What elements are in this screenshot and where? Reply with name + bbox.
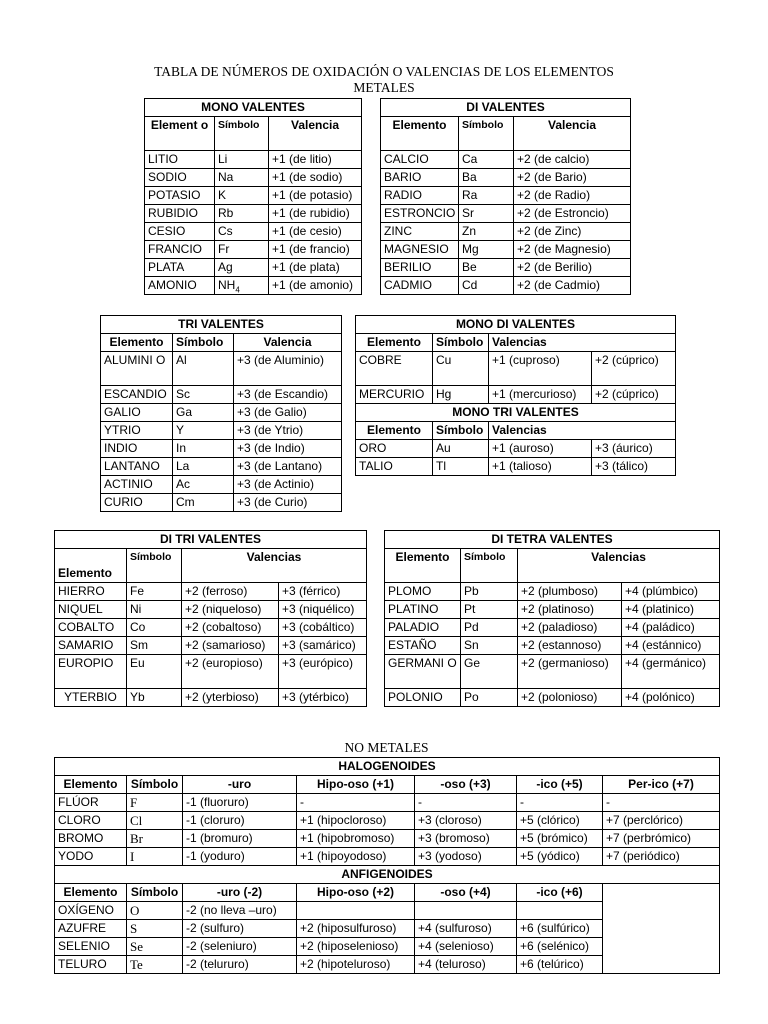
element-symbol: Mg xyxy=(459,241,514,259)
element-name: INDIO xyxy=(101,440,173,458)
element-valence: +4 (polónico) xyxy=(622,689,720,707)
table-row xyxy=(101,422,342,440)
element-valence: +2 (samarioso) xyxy=(182,637,279,655)
element-valence: +1 (de cesio) xyxy=(269,223,362,241)
element-symbol: Eu xyxy=(127,655,182,689)
col-header-oso: -oso (+4) xyxy=(415,884,517,902)
col-header-valencias: Valencias xyxy=(489,422,676,440)
valence-cell: +5 (brómico) xyxy=(517,830,603,848)
element-valence: +3 (áurico) xyxy=(592,440,676,458)
element-name: RUBIDIO xyxy=(145,205,215,223)
col-header-simbolo: Símbolo xyxy=(215,117,269,151)
element-valence: +3 (niquélico) xyxy=(279,601,367,619)
table-row xyxy=(101,352,342,386)
col-header-elemento: Elemento xyxy=(385,549,461,583)
element-name: SAMARIO xyxy=(55,637,127,655)
element-valence: +1 (de amonio) xyxy=(269,277,362,295)
element-symbol: Sm xyxy=(127,637,182,655)
valence-cell: - xyxy=(517,794,603,812)
element-name: BERILIO xyxy=(381,259,459,277)
element-symbol: Li xyxy=(215,151,269,169)
element-symbol: Ni xyxy=(127,601,182,619)
valence-cell: +6 (selénico) xyxy=(517,938,603,956)
element-symbol: I xyxy=(127,848,183,866)
table-row xyxy=(101,476,342,494)
valence-cell: +2 (hiposelenioso) xyxy=(297,938,415,956)
element-symbol: Fe xyxy=(127,583,182,601)
valence-cell: +2 (hiposulfuroso) xyxy=(297,920,415,938)
element-name: POLONIO xyxy=(385,689,461,707)
element-name: POTASIO xyxy=(145,187,215,205)
di-tetra-valentes-title: DI TETRA VALENTES xyxy=(385,531,720,549)
col-header-per-ico: Per-ico (+7) xyxy=(603,776,720,794)
col-header-valencias: Valencias xyxy=(489,334,676,352)
table-row xyxy=(356,440,676,458)
element-symbol: Cl xyxy=(127,812,183,830)
element-valence: +3 (de Actinio) xyxy=(234,476,342,494)
valence-cell: +3 (yodoso) xyxy=(415,848,517,866)
element-valence: +2 (platinoso) xyxy=(518,601,622,619)
col-header-elemento: Elemento xyxy=(356,334,433,352)
col-header-hipo-oso: Hipo-oso (+2) xyxy=(297,884,415,902)
element-symbol: Sn xyxy=(461,637,518,655)
element-name: AMONIO xyxy=(145,277,215,295)
element-name: TALIO xyxy=(356,458,433,476)
table-row xyxy=(356,386,676,404)
element-symbol: Sr xyxy=(459,205,514,223)
valence-cell: +6 (telúrico) xyxy=(517,956,603,974)
element-name: TELURO xyxy=(55,956,127,974)
spacer xyxy=(367,531,385,707)
element-symbol: Ga xyxy=(173,404,234,422)
element-symbol: Cm xyxy=(173,494,234,512)
element-symbol: Br xyxy=(127,830,183,848)
element-valence: +2 (paladioso) xyxy=(518,619,622,637)
col-header-valencia: Valencia xyxy=(269,117,362,151)
element-symbol: Po xyxy=(461,689,518,707)
valence-cell: - xyxy=(297,794,415,812)
table-row xyxy=(55,830,720,848)
element-symbol: Cs xyxy=(215,223,269,241)
table-row xyxy=(145,259,631,277)
element-name: ESTAÑO xyxy=(385,637,461,655)
col-header-valencia: Valencia xyxy=(514,117,631,151)
element-symbol: Se xyxy=(127,938,183,956)
table-row xyxy=(101,494,342,512)
empty-cell xyxy=(603,884,720,974)
table-row xyxy=(145,277,631,295)
element-symbol: Tl xyxy=(433,458,489,476)
element-symbol: Co xyxy=(127,619,182,637)
element-name: COBRE xyxy=(356,352,433,386)
title-line-2: METALES xyxy=(353,80,415,95)
valence-cell: -1 (yoduro) xyxy=(183,848,297,866)
col-header-simbolo: Símbolo xyxy=(173,334,234,352)
table-row xyxy=(55,601,720,619)
table-row xyxy=(55,812,720,830)
element-valence: +4 (estánnico) xyxy=(622,637,720,655)
valence-cell: -2 (seleniuro) xyxy=(183,938,297,956)
col-header-hipo-oso: Hipo-oso (+1) xyxy=(297,776,415,794)
table-row xyxy=(55,619,720,637)
element-valence: +2 (de Cadmio) xyxy=(514,277,631,295)
halogenoides-title: HALOGENOIDES xyxy=(55,758,720,776)
col-header-ico: -ico (+5) xyxy=(517,776,603,794)
spacer xyxy=(362,99,381,295)
table-row xyxy=(55,637,720,655)
element-symbol: Zn xyxy=(459,223,514,241)
table-row xyxy=(55,689,720,707)
table-row xyxy=(55,655,720,689)
col-header-simbolo: Símbolo xyxy=(127,776,183,794)
element-symbol xyxy=(215,277,269,295)
col-header-elemento: Elemento xyxy=(55,549,127,583)
element-symbol: Al xyxy=(173,352,234,386)
col-header-elemento: Elemento xyxy=(381,117,459,151)
element-valence: +3 (ytérbico) xyxy=(279,689,367,707)
element-symbol: Ge xyxy=(461,655,518,689)
element-valence: +1 (de litio) xyxy=(269,151,362,169)
page-title xyxy=(100,64,668,96)
element-valence: +2 (de calcio) xyxy=(514,151,631,169)
element-symbol: Rb xyxy=(215,205,269,223)
mono-di-valentes-title: MONO DI VALENTES xyxy=(356,316,676,334)
valence-cell: - xyxy=(603,794,720,812)
element-valence: +1 (cuproso) xyxy=(489,352,592,386)
col-header-oso: -oso (+3) xyxy=(415,776,517,794)
col-header-elemento: Elemento xyxy=(356,422,433,440)
element-name: LANTANO xyxy=(101,458,173,476)
element-valence: +2 (yterbioso) xyxy=(182,689,279,707)
tri-valentes-title: TRI VALENTES xyxy=(101,316,342,334)
element-valence: +1 (de sodio) xyxy=(269,169,362,187)
element-symbol: Pd xyxy=(461,619,518,637)
element-symbol: In xyxy=(173,440,234,458)
col-header-elemento: Elemento xyxy=(55,884,127,902)
element-name: COBALTO xyxy=(55,619,127,637)
no-metales-table xyxy=(54,757,720,974)
element-valence: +3 (de Indio) xyxy=(234,440,342,458)
mono-valentes-title: MONO VALENTES xyxy=(145,99,362,117)
element-valence: +1 (mercurioso) xyxy=(489,386,592,404)
element-symbol: Na xyxy=(215,169,269,187)
element-symbol: Te xyxy=(127,956,183,974)
element-symbol: Pb xyxy=(461,583,518,601)
valence-cell: +6 (sulfúrico) xyxy=(517,920,603,938)
element-valence: +3 (tálico) xyxy=(592,458,676,476)
element-valence: +3 (de Aluminio) xyxy=(234,352,342,386)
table-row xyxy=(101,458,342,476)
valence-cell: +1 (hipoyodoso) xyxy=(297,848,415,866)
valence-cell: -2 (sulfuro) xyxy=(183,920,297,938)
valence-cell: +7 (perclórico) xyxy=(603,812,720,830)
table-row xyxy=(145,205,631,223)
element-name: ZINC xyxy=(381,223,459,241)
element-name: CALCIO xyxy=(381,151,459,169)
element-name: BARIO xyxy=(381,169,459,187)
element-name: EUROPIO xyxy=(55,655,127,689)
di-valentes-title: DI VALENTES xyxy=(381,99,631,117)
element-symbol: Ra xyxy=(459,187,514,205)
element-valence: +2 (polonioso) xyxy=(518,689,622,707)
di-tri-tetra-valentes-table xyxy=(54,530,720,707)
anfigenoides-title: ANFIGENOIDES xyxy=(55,866,720,884)
symbol-main: NH xyxy=(218,278,236,292)
valence-cell: +4 (teluroso) xyxy=(415,956,517,974)
element-valence: +2 (de Magnesio) xyxy=(514,241,631,259)
element-symbol: Ba xyxy=(459,169,514,187)
element-valence: +1 (de rubidio) xyxy=(269,205,362,223)
element-symbol: Yb xyxy=(127,689,182,707)
element-valence: +1 (de potasio) xyxy=(269,187,362,205)
col-header-simbolo: Símbolo xyxy=(127,884,183,902)
element-valence: +2 (niqueloso) xyxy=(182,601,279,619)
table-row xyxy=(145,151,631,169)
table-row xyxy=(356,352,676,386)
element-valence: +3 (de Ytrio) xyxy=(234,422,342,440)
di-tri-valentes-title: DI TRI VALENTES xyxy=(55,531,367,549)
valence-cell: -2 (no lleva –uro) xyxy=(183,902,297,920)
col-header-valencia: Valencia xyxy=(234,334,342,352)
col-header-uro: -uro (-2) xyxy=(183,884,297,902)
col-header-simbolo: Símbolo xyxy=(459,117,514,151)
element-symbol: Hg xyxy=(433,386,489,404)
table-row xyxy=(55,794,720,812)
valence-cell: +3 (bromoso) xyxy=(415,830,517,848)
element-valence: +2 (cobaltoso) xyxy=(182,619,279,637)
element-symbol: Cd xyxy=(459,277,514,295)
element-valence: +1 (de francio) xyxy=(269,241,362,259)
element-name: HIERRO xyxy=(55,583,127,601)
col-header-elemento: Elemento xyxy=(101,334,173,352)
element-symbol: Ca xyxy=(459,151,514,169)
element-name: SODIO xyxy=(145,169,215,187)
element-valence: +2 (plumboso) xyxy=(518,583,622,601)
title-line-1: TABLA DE NÚMEROS DE OXIDACIÓN O VALENCIAS DE LOS ELEMENTOS xyxy=(154,64,614,79)
element-symbol: Be xyxy=(459,259,514,277)
element-name: OXÍGENO xyxy=(55,902,127,920)
element-name: ACTINIO xyxy=(101,476,173,494)
element-name: PLATINO xyxy=(385,601,461,619)
valence-cell xyxy=(297,902,415,920)
element-valence: +3 (samárico) xyxy=(279,637,367,655)
valence-cell: +5 (yódico) xyxy=(517,848,603,866)
col-header-uro: -uro xyxy=(183,776,297,794)
valence-cell xyxy=(517,902,603,920)
table-row xyxy=(145,223,631,241)
table-row xyxy=(101,440,342,458)
valence-cell: +7 (periódico) xyxy=(603,848,720,866)
element-name: GERMANI O xyxy=(385,655,461,689)
element-valence: +3 (de Escandio) xyxy=(234,386,342,404)
element-symbol: K xyxy=(215,187,269,205)
element-valence: +2 (de Berilio) xyxy=(514,259,631,277)
table-row xyxy=(145,187,631,205)
table-row xyxy=(101,386,342,404)
element-valence: +2 (de Radio) xyxy=(514,187,631,205)
element-name: FLÚOR xyxy=(55,794,127,812)
valence-cell: +1 (hipobromoso) xyxy=(297,830,415,848)
col-header-simbolo: Símbolo xyxy=(127,549,182,583)
element-valence: +3 (de Lantano) xyxy=(234,458,342,476)
col-header-simbolo: Símbolo xyxy=(433,334,489,352)
element-symbol: F xyxy=(127,794,183,812)
col-header-elemento: Element o xyxy=(145,117,215,151)
element-name: RADIO xyxy=(381,187,459,205)
element-name: NIQUEL xyxy=(55,601,127,619)
element-name: YTRIO xyxy=(101,422,173,440)
element-valence: +2 (cúprico) xyxy=(592,386,676,404)
table-row xyxy=(55,848,720,866)
valence-cell: +1 (hipocloroso) xyxy=(297,812,415,830)
element-symbol: O xyxy=(127,902,183,920)
col-header-elemento: Elemento xyxy=(55,776,127,794)
valence-cell: -1 (fluoruro) xyxy=(183,794,297,812)
col-header-ico: -ico (+6) xyxy=(517,884,603,902)
element-valence: +3 (cobáltico) xyxy=(279,619,367,637)
mono-di-valentes-table xyxy=(144,98,631,295)
element-valence: +2 (de Estroncio) xyxy=(514,205,631,223)
element-name: PALADIO xyxy=(385,619,461,637)
element-valence: +3 (európico) xyxy=(279,655,367,689)
element-name: ESCANDIO xyxy=(101,386,173,404)
element-name: GALIO xyxy=(101,404,173,422)
table-row xyxy=(145,169,631,187)
element-valence: +4 (paládico) xyxy=(622,619,720,637)
symbol-subscript: 4 xyxy=(235,285,240,295)
element-name: MAGNESIO xyxy=(381,241,459,259)
element-valence: +3 (férrico) xyxy=(279,583,367,601)
element-symbol: Au xyxy=(433,440,489,458)
mono-tri-valentes-title: MONO TRI VALENTES xyxy=(356,404,676,422)
element-symbol: Fr xyxy=(215,241,269,259)
element-name: SELENIO xyxy=(55,938,127,956)
valence-cell: -2 (telururo) xyxy=(183,956,297,974)
element-name: LITIO xyxy=(145,151,215,169)
mono-di-tri-valentes-table xyxy=(355,315,676,476)
element-name: MERCURIO xyxy=(356,386,433,404)
valence-cell: +4 (selenioso) xyxy=(415,938,517,956)
element-symbol: Cu xyxy=(433,352,489,386)
col-header-simbolo: Símbolo xyxy=(433,422,489,440)
element-symbol: La xyxy=(173,458,234,476)
element-valence: +2 (estannoso) xyxy=(518,637,622,655)
element-valence: +1 (de plata) xyxy=(269,259,362,277)
element-name: ALUMINI O xyxy=(101,352,173,386)
table-row xyxy=(101,404,342,422)
valence-cell: -1 (cloruro) xyxy=(183,812,297,830)
element-name: BROMO xyxy=(55,830,127,848)
element-valence: +2 (de Bario) xyxy=(514,169,631,187)
table-row xyxy=(145,241,631,259)
element-name: CESIO xyxy=(145,223,215,241)
element-name: CURIO xyxy=(101,494,173,512)
element-symbol: Y xyxy=(173,422,234,440)
element-valence: +2 (europioso) xyxy=(182,655,279,689)
valence-cell xyxy=(415,902,517,920)
element-symbol: Ac xyxy=(173,476,234,494)
no-metales-heading: NO METALES xyxy=(344,740,429,755)
element-valence: +2 (germanioso) xyxy=(518,655,622,689)
table-row xyxy=(356,458,676,476)
element-name: FRANCIO xyxy=(145,241,215,259)
element-valence: +2 (de Zinc) xyxy=(514,223,631,241)
element-symbol: S xyxy=(127,920,183,938)
element-valence: +1 (auroso) xyxy=(489,440,592,458)
valence-cell: +7 (perbrómico) xyxy=(603,830,720,848)
element-name: PLATA xyxy=(145,259,215,277)
element-name: YTERBIO xyxy=(55,689,127,707)
valence-cell: +2 (hipoteluroso) xyxy=(297,956,415,974)
col-header-simbolo: Símbolo xyxy=(461,549,518,583)
tri-valentes-table xyxy=(100,315,342,512)
element-name: AZUFRE xyxy=(55,920,127,938)
col-header-valencias: Valencias xyxy=(182,549,367,583)
element-valence: +2 (cúprico) xyxy=(592,352,676,386)
valence-cell: -1 (bromuro) xyxy=(183,830,297,848)
element-valence: +4 (germánico) xyxy=(622,655,720,689)
element-valence: +1 (talioso) xyxy=(489,458,592,476)
element-name: ORO xyxy=(356,440,433,458)
element-valence: +2 (ferroso) xyxy=(182,583,279,601)
element-name: CLORO xyxy=(55,812,127,830)
element-valence: +3 (de Curio) xyxy=(234,494,342,512)
element-valence: +4 (plúmbico) xyxy=(622,583,720,601)
element-symbol: Sc xyxy=(173,386,234,404)
element-name: CADMIO xyxy=(381,277,459,295)
element-name: PLOMO xyxy=(385,583,461,601)
valence-cell: - xyxy=(415,794,517,812)
valence-cell: +4 (sulfuroso) xyxy=(415,920,517,938)
element-valence: +4 (platinico) xyxy=(622,601,720,619)
table-row xyxy=(55,583,720,601)
element-name: ESTRONCIO xyxy=(381,205,459,223)
element-symbol: Pt xyxy=(461,601,518,619)
element-symbol: Ag xyxy=(215,259,269,277)
element-valence: +3 (de Galio) xyxy=(234,404,342,422)
valence-cell: +3 (cloroso) xyxy=(415,812,517,830)
element-name: YODO xyxy=(55,848,127,866)
col-header-valencias: Valencias xyxy=(518,549,720,583)
valence-cell: +5 (clórico) xyxy=(517,812,603,830)
